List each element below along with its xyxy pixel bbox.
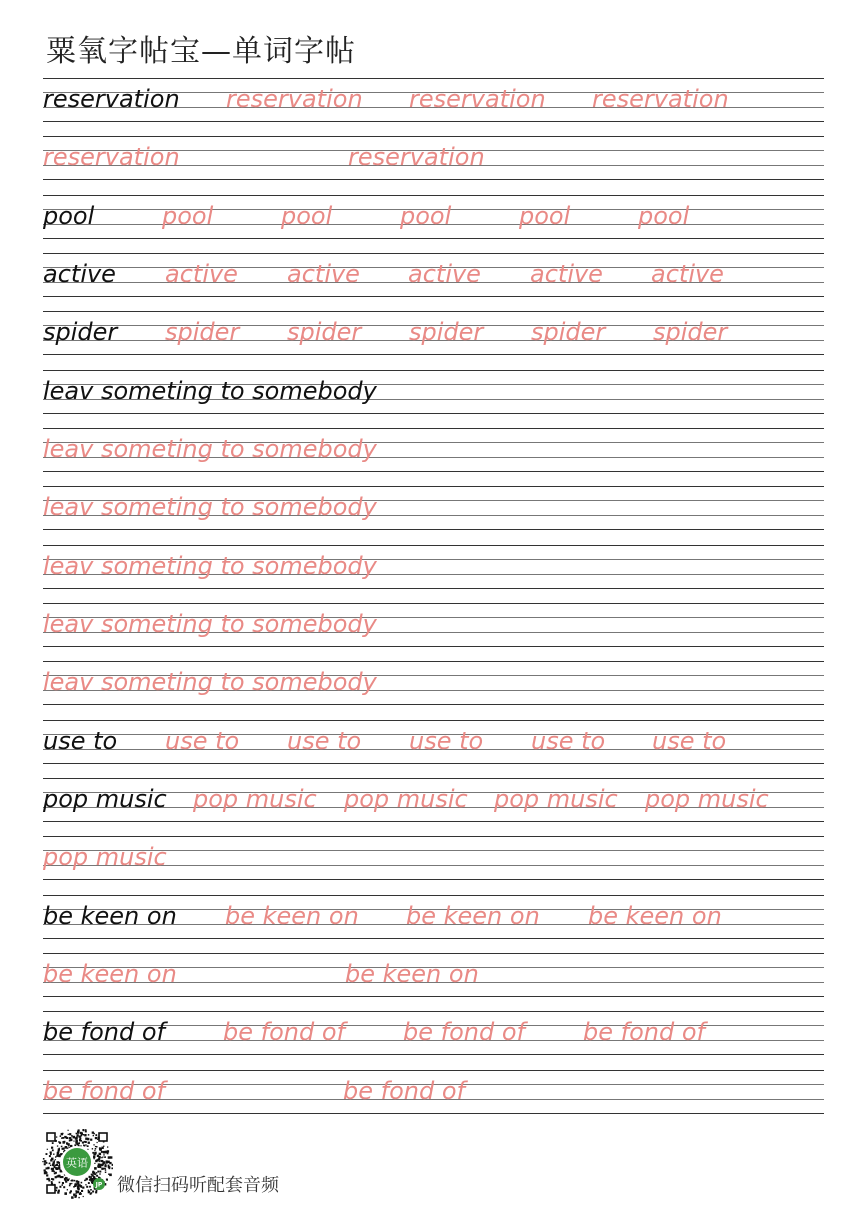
- practice-row: [43, 778, 824, 822]
- practice-row: [43, 545, 824, 589]
- guide-line: [43, 179, 824, 180]
- trace-word: be keen on: [345, 960, 479, 988]
- trace-word: active: [287, 260, 360, 288]
- trace-word: use to: [287, 727, 362, 755]
- practice-row: [43, 370, 824, 414]
- trace-word: leav someting to somebody: [43, 493, 377, 521]
- trace-word: pop music: [193, 785, 317, 813]
- trace-word: reservation: [592, 85, 729, 113]
- guide-line: [43, 1011, 824, 1012]
- guide-line: [43, 296, 824, 297]
- guide-line: [43, 529, 824, 530]
- practice-row: [43, 195, 824, 239]
- guide-line: [43, 413, 824, 414]
- practice-row: [43, 253, 824, 297]
- trace-word: pool: [281, 202, 333, 230]
- trace-word: pool: [162, 202, 214, 230]
- trace-word: pool: [400, 202, 452, 230]
- practice-row: [43, 486, 824, 530]
- trace-word: be fond of: [403, 1018, 525, 1046]
- practice-row: [43, 78, 824, 122]
- trace-word: spider: [531, 318, 606, 346]
- trace-word: pool: [638, 202, 690, 230]
- model-word: pop music: [43, 785, 167, 813]
- page-title: 粟氧字帖宝—单词字帖: [46, 34, 356, 69]
- trace-word: active: [530, 260, 603, 288]
- guide-line: [43, 720, 824, 721]
- audio-footer: [41, 1127, 341, 1199]
- trace-word: use to: [531, 727, 606, 755]
- trace-word: reservation: [409, 85, 546, 113]
- guide-line: [43, 879, 824, 880]
- trace-word: reservation: [43, 143, 180, 171]
- trace-word: be fond of: [343, 1077, 465, 1105]
- practice-row: [43, 661, 824, 705]
- practice-row: [43, 720, 824, 764]
- trace-word: active: [408, 260, 481, 288]
- trace-word: active: [651, 260, 724, 288]
- guide-line: [43, 78, 824, 79]
- practice-row: [43, 311, 824, 355]
- trace-word: pop music: [494, 785, 618, 813]
- trace-word: leav someting to somebody: [43, 668, 377, 696]
- guide-line: [43, 311, 824, 312]
- trace-word: be fond of: [223, 1018, 345, 1046]
- guide-line: [43, 953, 824, 954]
- trace-word: spider: [409, 318, 484, 346]
- trace-word: pop music: [645, 785, 769, 813]
- guide-line: [43, 661, 824, 662]
- model-word: reservation: [43, 85, 180, 113]
- qr-badge-label: 英语: [66, 1156, 88, 1170]
- trace-word: be keen on: [225, 902, 359, 930]
- guide-line: [43, 545, 824, 546]
- practice-row: [43, 836, 824, 880]
- guide-line: [43, 996, 824, 997]
- guide-line: [43, 763, 824, 764]
- trace-word: use to: [652, 727, 727, 755]
- guide-line: [43, 895, 824, 896]
- practice-row: [43, 953, 824, 997]
- trace-word: active: [165, 260, 238, 288]
- practice-row: [43, 428, 824, 472]
- model-word: be fond of: [43, 1018, 165, 1046]
- trace-word: use to: [165, 727, 240, 755]
- guide-line: [43, 471, 824, 472]
- wechat-qr-code-icon[interactable]: [41, 1127, 113, 1199]
- guide-line: [43, 428, 824, 429]
- guide-line: [43, 486, 824, 487]
- guide-line: [43, 136, 824, 137]
- trace-word: reservation: [226, 85, 363, 113]
- guide-line: [43, 1054, 824, 1055]
- trace-word: leav someting to somebody: [43, 435, 377, 463]
- practice-row: [43, 1011, 824, 1055]
- guide-line: [43, 253, 824, 254]
- guide-line: [43, 603, 824, 604]
- trace-word: use to: [409, 727, 484, 755]
- model-word: use to: [43, 727, 118, 755]
- audio-caption: 微信扫码听配套音频: [117, 1175, 279, 1196]
- guide-line: [43, 370, 824, 371]
- trace-word: spider: [165, 318, 240, 346]
- model-word: active: [43, 260, 116, 288]
- guide-line: [43, 836, 824, 837]
- trace-word: pop music: [344, 785, 468, 813]
- guide-line: [43, 354, 824, 355]
- trace-word: leav someting to somebody: [43, 610, 377, 638]
- trace-word: be fond of: [43, 1077, 165, 1105]
- trace-word: be keen on: [43, 960, 177, 988]
- guide-line: [43, 938, 824, 939]
- trace-word: leav someting to somebody: [43, 552, 377, 580]
- trace-word: be fond of: [583, 1018, 705, 1046]
- practice-row: [43, 895, 824, 939]
- model-word: spider: [43, 318, 118, 346]
- trace-word: pop music: [43, 843, 167, 871]
- guide-line: [43, 588, 824, 589]
- trace-word: reservation: [348, 143, 485, 171]
- practice-row: [43, 603, 824, 647]
- guide-line: [43, 704, 824, 705]
- practice-row: [43, 136, 824, 180]
- model-word: be keen on: [43, 902, 177, 930]
- practice-row: [43, 1070, 824, 1114]
- trace-word: spider: [653, 318, 728, 346]
- guide-line: [43, 238, 824, 239]
- trace-word: spider: [287, 318, 362, 346]
- guide-line: [43, 778, 824, 779]
- guide-line: [43, 1070, 824, 1071]
- trace-word: pool: [519, 202, 571, 230]
- guide-line: [43, 1113, 824, 1114]
- guide-line: [43, 195, 824, 196]
- model-word: leav someting to somebody: [43, 377, 377, 405]
- trace-word: be keen on: [406, 902, 540, 930]
- qr-corner-label: JP: [95, 1181, 103, 1189]
- guide-line: [43, 646, 824, 647]
- guide-line: [43, 121, 824, 122]
- model-word: pool: [43, 202, 95, 230]
- guide-line: [43, 821, 824, 822]
- trace-word: be keen on: [588, 902, 722, 930]
